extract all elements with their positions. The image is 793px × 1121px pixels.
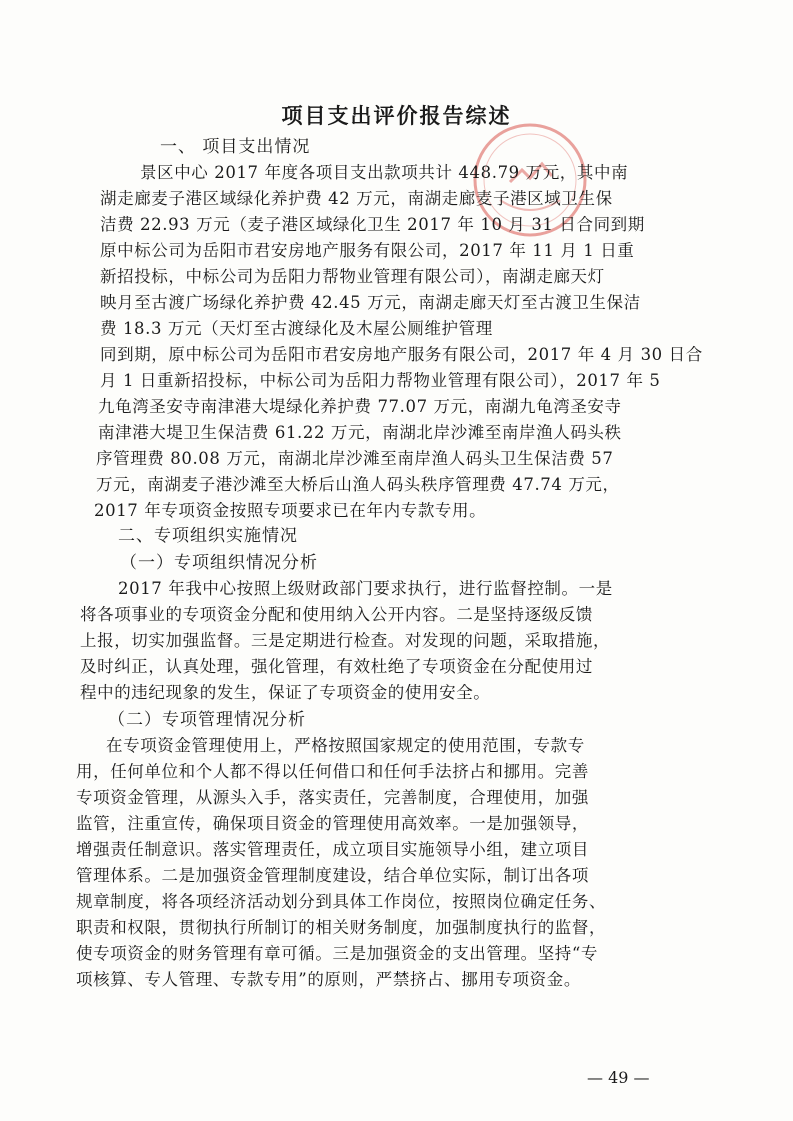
paragraph-line: 及时纠正，认真处理，强化管理，有效杜绝了专项资金在分配使用过 xyxy=(80,657,593,676)
paragraph-line: 湖走廊麦子港区域绿化养护费 42 万元，南湖走廊麦子港区域卫生保 xyxy=(100,189,613,208)
paragraph-line: 序管理费 80.08 万元，南湖北岸沙滩至南岸渔人码头卫生保洁费 57 xyxy=(96,449,614,468)
paragraph-line: 专项资金管理，从源头入手，落实责任，完善制度，合理使用，加强 xyxy=(76,788,589,807)
paragraph-line: 九龟湾圣安寺南津港大堤绿化养护费 77.07 万元，南湖九龟湾圣安寺 xyxy=(98,397,622,416)
paragraph-line: 原中标公司为岳阳市君安房地产服务有限公司，2017 年 11 月 1 日重 xyxy=(100,241,635,260)
paragraph-line: 职责和权限，贯彻执行所制订的相关财务制度，加强制度执行的监督， xyxy=(76,918,607,937)
paragraph-line: 2017 年专项资金按照专项要求已在年内专款专用。 xyxy=(94,501,487,520)
paragraph-line: 管理体系。二是加强资金管理制度建设，结合单位实际，制订出各项 xyxy=(76,866,589,885)
paragraph-line: 用，任何单位和个人都不得以任何借口和任何手法挤占和挪用。完善 xyxy=(76,762,589,781)
subsection-heading-management: （二）专项管理情况分析 xyxy=(108,710,306,730)
paragraph-line: 监管，注重宣传，确保项目资金的管理使用高效率。一是加强领导， xyxy=(76,814,589,833)
paragraph-line: 增强责任制意识。落实管理责任，成立项目实施领导小组，建立项目 xyxy=(76,840,589,859)
paragraph-line: 月 1 日重新招投标，中标公司为岳阳力帮物业管理有限公司），2017 年 5 xyxy=(100,371,661,390)
paragraph-line: 南津港大堤卫生保洁费 61.22 万元，南湖北岸沙滩至南岸渔人码头秩 xyxy=(98,423,622,442)
subsection-heading-organization: （一）专项组织情况分析 xyxy=(120,553,318,573)
paragraph-line: 项核算、专人管理、专款专用”的原则，严禁挤占、挪用专项资金。 xyxy=(76,970,581,989)
section-heading-expenditure: 一、 项目支出情况 xyxy=(160,137,311,157)
section-heading-implementation: 二、专项组织实施情况 xyxy=(118,526,298,546)
paragraph-line: 万元，南湖麦子港沙滩至大桥后山渔人码头秩序管理费 47.74 万元， xyxy=(96,475,620,494)
paragraph-line: 2017 年我中心按照上级财政部门要求执行，进行监督控制。一是 xyxy=(118,579,613,598)
paragraph-line: 同到期，原中标公司为岳阳市君安房地产服务有限公司，2017 年 4 月 30 日合 xyxy=(100,345,703,364)
paragraph-line: 景区中心 2017 年度各项目支出款项共计 448.79 万元，其中南 xyxy=(140,163,629,182)
document-title: 项目支出评价报告综述 xyxy=(281,103,512,128)
paragraph-line: 上报，切实加强监督。三是定期进行检查。对发现的问题，采取措施， xyxy=(80,631,611,650)
paragraph-line: 映月至古渡广场绿化养护费 42.45 万元，南湖走廊天灯至古渡卫生保洁 xyxy=(100,293,641,312)
paragraph-line: 使专项资金的财务管理有章可循。三是加强资金的支出管理。坚持“专 xyxy=(76,944,599,963)
paragraph-line: 新招投标，中标公司为岳阳力帮物业管理有限公司），南湖走廊天灯 xyxy=(100,267,605,286)
paragraph-line: 洁费 22.93 万元（麦子港区域绿化卫生 2017 年 10 月 31 日合同到期 xyxy=(100,215,645,234)
paragraph-line: 程中的违纪现象的发生，保证了专项资金的使用安全。 xyxy=(80,683,491,702)
paragraph-line: 将各项事业的专项资金分配和使用纳入公开内容。二是坚持逐级反馈 xyxy=(80,605,593,624)
page-number: — 49 — xyxy=(587,1068,650,1087)
paragraph-line: 规章制度，将各项经济活动划分到具体工作岗位，按照岗位确定任务、 xyxy=(76,892,607,911)
paragraph-line: 在专项资金管理使用上，严格按照国家规定的使用范围，专款专 xyxy=(106,736,585,755)
paragraph-line: 费 18.3 万元（天灯至古渡绿化及木屋公厕维护管理 xyxy=(100,319,493,338)
